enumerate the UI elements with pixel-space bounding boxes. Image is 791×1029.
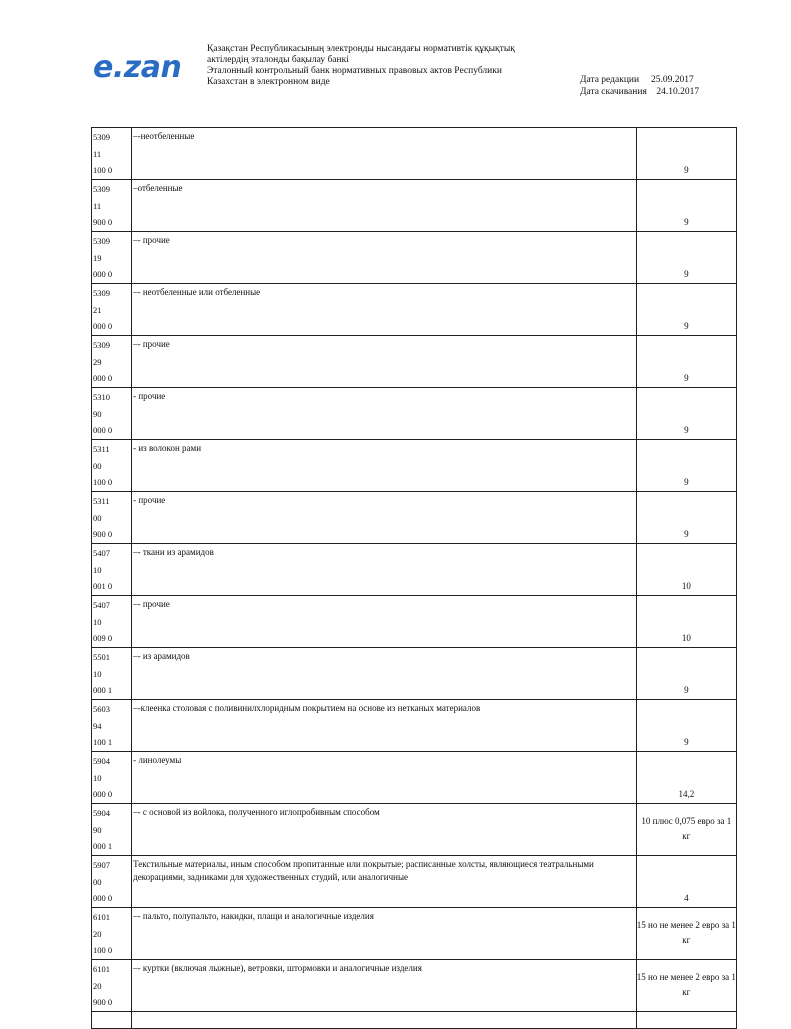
duty-rate-cell: 9 [636,648,736,700]
hs-code-part: 000 1 [93,841,113,851]
table-row [92,492,737,544]
table-row [92,284,737,336]
hs-code-cell [92,648,132,700]
hs-code-part: 6101 [93,912,110,922]
duty-rate-cell: 9 [636,700,736,752]
hs-code-part: 10 [93,772,102,783]
duty-rate-cell: 14,2 [636,752,736,804]
table-row [92,440,737,492]
download-date [580,87,699,98]
duty-rate-cell: 9 [636,440,736,492]
hs-code-cell [92,492,132,544]
duty-rate-cell: 4 [636,856,736,908]
hs-code-part: 000 0 [93,321,113,331]
edit-date-label: Дата редакции [580,75,640,85]
empty-cell [636,1012,736,1029]
hs-code-cell [92,700,132,752]
hs-code-cell [92,180,132,232]
duty-rate-cell: 15 но не менее 2 евро за 1 кг [636,908,736,960]
table-row [92,648,737,700]
document-header [207,44,557,88]
hs-code-part: 000 0 [93,893,113,903]
hs-code-part: 00 [93,512,102,523]
description-cell: –-неотбеленные [132,128,637,180]
table-row [92,908,737,960]
hs-code-part: 5309 [93,184,110,194]
hs-code-part: 000 0 [93,425,113,435]
description-cell: –- пальто, полупальто, накидки, плащи и аналогичные изделия [132,908,637,960]
hs-code-part: 5904 [93,808,110,818]
hs-code-part: 5311 [93,496,110,506]
description-cell: - линолеумы [132,752,637,804]
hs-code-cell [92,596,132,648]
table-row [92,544,737,596]
table-row [92,804,737,856]
table-row [92,960,737,1012]
table-row [92,856,737,908]
hs-code-cell [92,388,132,440]
description-cell: –- неотбеленные или отбеленные [132,284,637,336]
hs-code-part: 20 [93,928,102,939]
hs-code-part: 900 0 [93,529,113,539]
hs-code-part: 5309 [93,236,110,246]
hs-code-part: 21 [93,304,102,315]
table-row-empty [92,1012,737,1029]
table-row [92,336,737,388]
duty-rate-cell: 9 [636,128,736,180]
hs-code-cell [92,284,132,336]
hs-code-part: 5309 [93,132,110,142]
duty-rate-cell: 9 [636,336,736,388]
hs-code-part: 100 1 [93,737,113,747]
hs-code-cell [92,752,132,804]
duty-rate-cell: 9 [636,388,736,440]
tariff-table [91,127,737,1029]
table-row [92,752,737,804]
header-line: Казахстан в электронном виде [207,77,330,87]
hs-code-part: 10 [93,616,102,627]
hs-code-cell [92,336,132,388]
hs-code-part: 94 [93,720,102,731]
hs-code-cell [92,232,132,284]
hs-code-part: 90 [93,824,102,835]
hs-code-cell [92,908,132,960]
hs-code-part: 5309 [93,340,110,350]
header-line: Қазақстан Республикасының электронды нысандағы нормативтік құқықтық [207,44,515,54]
hs-code-cell [92,440,132,492]
description-cell: –отбеленные [132,180,637,232]
description-cell: –- ткани из арамидов [132,544,637,596]
description-cell: - прочие [132,492,637,544]
description-cell: –- прочие [132,232,637,284]
duty-rate-cell: 9 [636,232,736,284]
hs-code-part: 29 [93,356,102,367]
hs-code-part: 5501 [93,652,110,662]
duty-rate-cell: 10 [636,596,736,648]
hs-code-part: 10 [93,668,102,679]
hs-code-part: 100 0 [93,477,113,487]
hs-code-part: 100 0 [93,945,113,955]
hs-code-part: 5603 [93,704,110,714]
duty-rate-cell: 9 [636,492,736,544]
edit-date-value: 25.09.2017 [650,75,694,85]
empty-cell [132,1012,637,1029]
table-row [92,596,737,648]
table-row [92,388,737,440]
duty-rate-cell: 15 но не менее 2 евро за 1 кг [636,960,736,1012]
description-cell: –- с основой из войлока, полученного иглопробивным способом [132,804,637,856]
hs-code-part: 900 0 [93,997,113,1007]
hs-code-part: 5407 [93,600,110,610]
hs-code-part: 20 [93,980,102,991]
table-row [92,232,737,284]
hs-code-part: 11 [93,200,102,211]
download-date-label: Дата скачивания [580,87,647,97]
hs-code-part: 000 0 [93,269,113,279]
hs-code-part: 001 0 [93,581,113,591]
duty-rate-cell: 9 [636,284,736,336]
empty-cell [92,1012,132,1029]
hs-code-part: 00 [93,460,102,471]
description-cell: –- из арамидов [132,648,637,700]
duty-rate-cell: 9 [636,180,736,232]
tariff-table-body [92,128,737,1029]
hs-code-part: 000 0 [93,789,113,799]
hs-code-part: 11 [93,148,102,159]
description-cell: Текстильные материалы, иным способом пропитанные или покрытые; расписанные холсты, являющиеся театральными декорациями, задниками для художественных студий, или аналогичные [132,856,637,908]
hs-code-part: 5407 [93,548,110,558]
hs-code-part: 5907 [93,860,110,870]
duty-rate-cell: 10 плюс 0,075 евро за 1 кг [636,804,736,856]
hs-code-part: 000 1 [93,685,113,695]
ezan-logo: e.zan [93,50,182,85]
hs-code-cell [92,960,132,1012]
description-cell: - прочие [132,388,637,440]
hs-code-cell [92,856,132,908]
hs-code-cell [92,128,132,180]
description-cell: - из волокон рами [132,440,637,492]
table-row [92,128,737,180]
header-line: актілердің эталонды бақылау банкі [207,55,349,65]
description-cell: –- прочие [132,596,637,648]
hs-code-part: 19 [93,252,102,263]
download-date-value: 24.10.2017 [656,87,700,97]
edit-date [580,75,699,86]
hs-code-part: 5310 [93,392,110,402]
description-cell: –- прочие [132,336,637,388]
hs-code-part: 10 [93,564,102,575]
hs-code-part: 90 [93,408,102,419]
hs-code-part: 5311 [93,444,110,454]
header-line: Эталонный контрольный банк нормативных правовых актов Республики [207,66,502,76]
hs-code-cell [92,544,132,596]
hs-code-part: 900 0 [93,217,113,227]
description-cell: –-клеенка столовая с поливинилхлоридным покрытием на основе из нетканых материалов [132,700,637,752]
document-meta [580,75,699,98]
hs-code-part: 009 0 [93,633,113,643]
hs-code-part: 000 0 [93,373,113,383]
hs-code-part: 100 0 [93,165,113,175]
hs-code-part: 5904 [93,756,110,766]
hs-code-part: 5309 [93,288,110,298]
table-row [92,180,737,232]
table-row [92,700,737,752]
duty-rate-cell: 10 [636,544,736,596]
hs-code-part: 00 [93,876,102,887]
hs-code-part: 6101 [93,964,110,974]
description-cell: –- куртки (включая лыжные), ветровки, штормовки и аналогичные изделия [132,960,637,1012]
hs-code-cell [92,804,132,856]
